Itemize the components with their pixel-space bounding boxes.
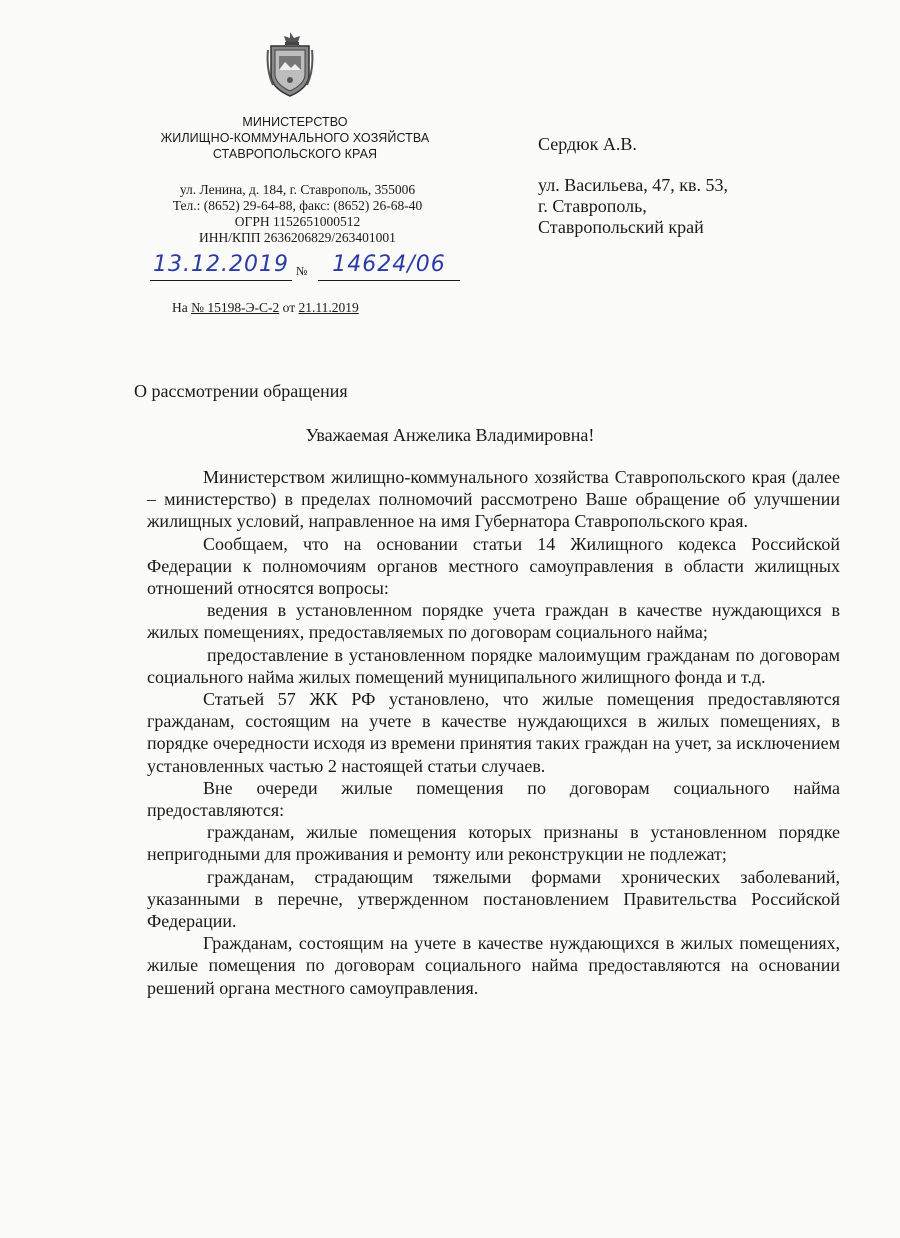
ministry-line: МИНИСТЕРСТВО	[242, 115, 348, 129]
registration-number-label: №	[296, 264, 308, 278]
coat-of-arms-icon	[265, 30, 315, 98]
reply-ref-date: 21.11.2019	[298, 300, 359, 315]
ministry-line: ЖИЛИЩНО-КОММУНАЛЬНОГО ХОЗЯЙСТВА	[160, 131, 430, 145]
body-paragraph: Сообщаем, что на основании статьи 14 Жилищного кодекса Российской Федерации к полномочиям органов местного самоуправления в области жилищных отношений относятся вопросы:	[147, 533, 840, 599]
registration-number: 14624/06	[318, 252, 460, 281]
recipient-address-line: Ставропольский край	[538, 217, 704, 237]
body-list-item: ведения в установленном порядке учета граждан в качестве нуждающихся в жилых помещениях, предоставляемых по договорам социального найма;	[147, 600, 840, 643]
body-list-item: гражданам, страдающим тяжелыми формами хронических заболеваний, указанными в перечне, утвержденном постановлением Правительства Российской Федерации.	[147, 866, 840, 932]
body-paragraph: Гражданам, состоящим на учете в качестве нуждающихся в жилых помещениях, жилые помещения по договорам социального найма предоставляются на основании решений органа местного самоуправления.	[147, 933, 840, 998]
ministry-contacts	[140, 182, 455, 246]
letter-subject: О рассмотрении обращения	[134, 381, 348, 401]
reply-middle: от	[282, 300, 296, 315]
body-paragraph: Вне очереди жилые помещения по договорам социального найма предоставляются:	[147, 777, 840, 821]
body-paragraph: Статьей 57 ЖК РФ установлено, что жилые помещения предоставляются гражданам, состоящим на учете в качестве нуждающихся в жилых помещениях, в порядке очередности исходя из времени принятия таких граждан на учет, за исключением установленных частью 2 настоящей статьи случаев.	[147, 689, 840, 776]
recipient-name: Сердюк А.В.	[538, 134, 637, 154]
recipient-address-line: г. Ставрополь,	[538, 196, 647, 216]
reply-ref-number: № 15198-Э-С-2	[191, 300, 280, 315]
body-paragraph: Министерством жилищно-коммунального хозяйства Ставропольского края (далее – министерство) в пределах полномочий рассмотрено Ваше обращение об улучшении жилищных условий, направленное на имя Губернатора Ставропольского края.	[147, 467, 840, 532]
registration-date: 13.12.2019	[150, 252, 292, 281]
address-line: ул. Ленина, д. 184, г. Ставрополь, 355006	[179, 182, 416, 197]
inn-line: ИНН/КПП 2636206829/263401001	[199, 230, 396, 245]
recipient-address-line: ул. Васильева, 47, кв. 53,	[538, 175, 728, 195]
registration-line	[150, 252, 470, 286]
reply-prefix: На	[172, 300, 188, 315]
ogrn-line: ОГРН 1152651000512	[234, 214, 361, 229]
ministry-name	[140, 114, 450, 162]
phone-line: Тел.: (8652) 29-64-88, факс: (8652) 26-68-40	[172, 198, 423, 213]
salutation: Уважаемая Анжелика Владимировна!	[305, 425, 595, 445]
body-list-item: предоставление в установленном порядке малоимущим гражданам по договорам социального найма жилых помещений муниципального жилищного фонда и т.д.	[147, 644, 840, 687]
body-list-item: гражданам, жилые помещения которых признаны в установленном порядке непригодными для проживания и ремонту или реконструкции не подлежат;	[147, 822, 840, 865]
ministry-line: СТАВРОПОЛЬСКОГО КРАЯ	[212, 147, 378, 161]
recipient-block	[538, 134, 868, 238]
letter-body	[147, 466, 840, 999]
reply-reference	[172, 300, 359, 316]
